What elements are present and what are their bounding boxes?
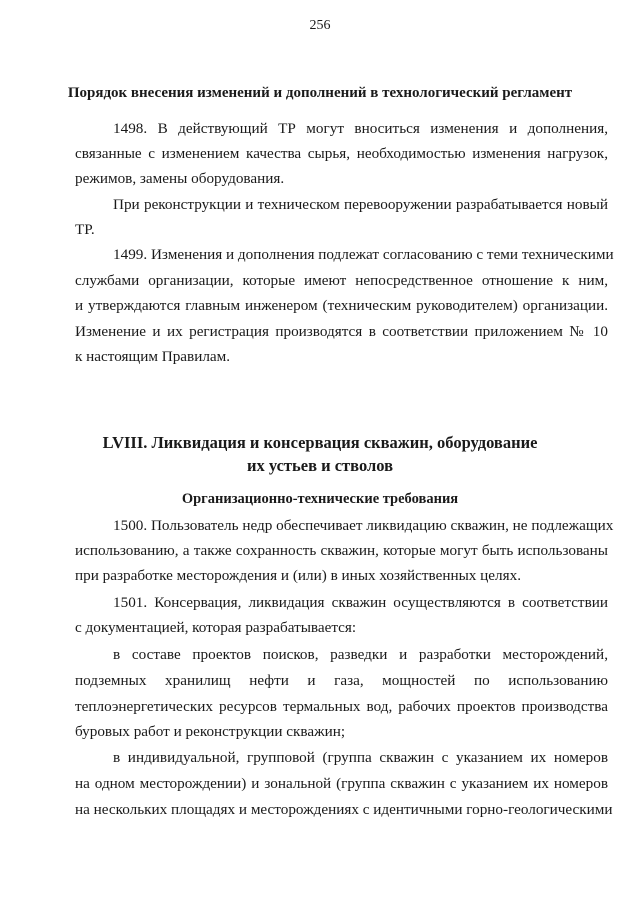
paragraph-line: связанные с изменением качества сырья, необходимостью изменения нагрузок, (75, 145, 608, 162)
paragraph-line: 1501. Консервация, ликвидация скважин осуществляются в соответствии (113, 594, 608, 611)
paragraph-line: службами организации, которые имеют непосредственное отношение к ним, (75, 272, 608, 289)
chapter-title-line1: LVIII. Ликвидация и консервация скважин, оборудование (102, 433, 538, 452)
paragraph-line: с документацией, которая разрабатывается: (75, 619, 357, 636)
paragraph-line: 1500. Пользователь недр обеспечивает ликвидацию скважин, не подлежащих (113, 517, 614, 534)
paragraph-line: использованию, а также сохранность скважин, которые могут быть использованы (75, 542, 608, 559)
section-heading: Порядок внесения изменений и дополнений в технологический регламент (67, 85, 573, 101)
paragraph-line: при разработке месторождения и (или) в иных хозяйственных целях. (75, 567, 522, 584)
paragraph-line: на нескольких площадях и месторождениях с идентичными горно-геологическими (75, 801, 613, 818)
chapter-subtitle: Организационно-технические требования (181, 491, 459, 507)
paragraph-line: в индивидуальной, групповой (группа скважин с указанием их номеров (113, 749, 608, 766)
paragraph-line: буровых работ и реконструкции скважин; (75, 723, 346, 740)
paragraph-line: к настоящим Правилам. (75, 348, 231, 365)
paragraph-line: теплоэнергетических ресурсов термальных вод, рабочих проектов производства (75, 698, 608, 715)
paragraph-line: Изменение и их регистрация производятся в соответствии приложением № 10 (75, 323, 608, 340)
paragraph-line: 1498. В действующий ТР могут вноситься изменения и дополнения, (113, 120, 608, 137)
chapter-title-line2: их устьев и стволов (246, 456, 394, 475)
paragraph-line: и утверждаются главным инженером (техническим руководителем) организации. (75, 297, 608, 314)
paragraph-line: в составе проектов поисков, разведки и разработки месторождений, (113, 646, 608, 663)
paragraph-line: подземных хранилищ нефти и газа, мощностей по использованию (75, 672, 608, 689)
paragraph-line: При реконструкции и техническом перевооружении разрабатывается новый (113, 196, 608, 213)
page-number: 256 (309, 18, 331, 33)
paragraph-line: ТР. (75, 221, 95, 238)
paragraph-line: на одном месторождении) и зональной (группа скважин с указанием их номеров (75, 775, 608, 792)
paragraph-line: режимов, замены оборудования. (75, 170, 285, 187)
paragraph-line: 1499. Изменения и дополнения подлежат согласованию с теми техническими (113, 246, 614, 263)
